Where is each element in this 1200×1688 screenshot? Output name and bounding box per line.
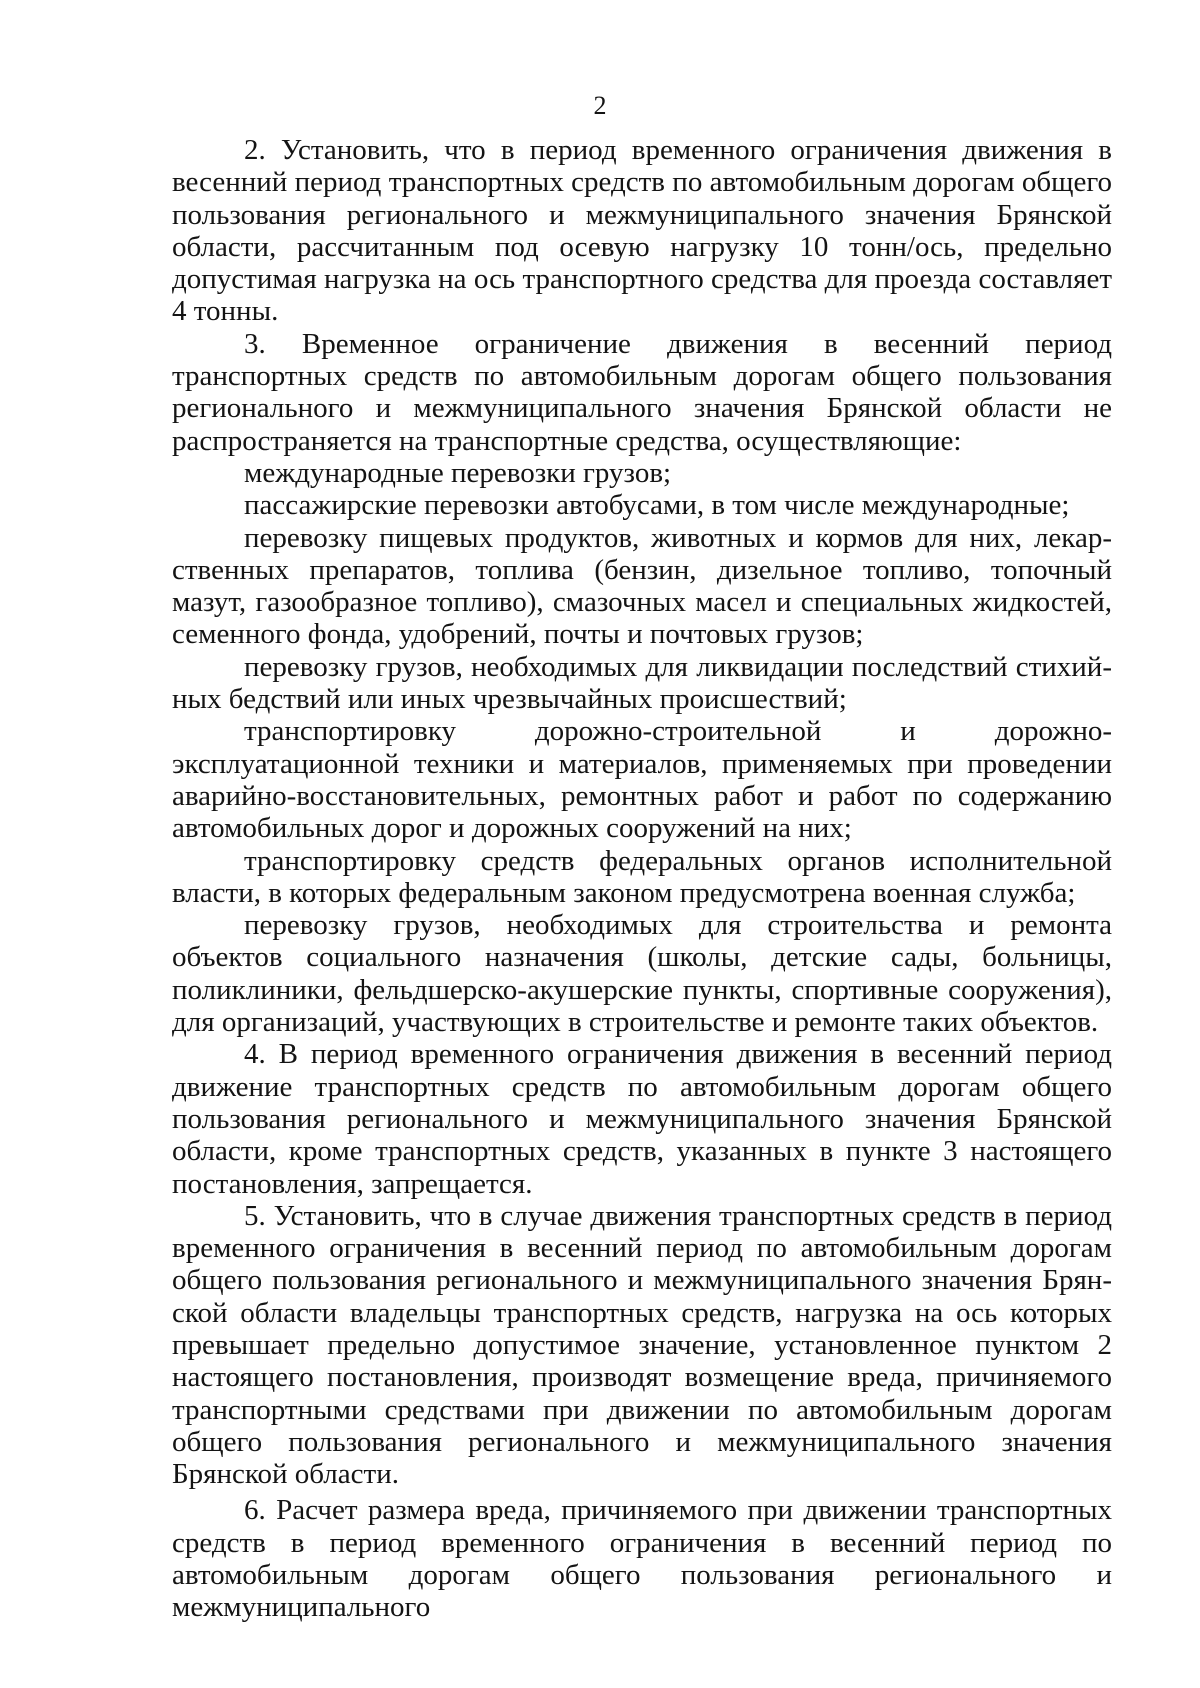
list-item-disaster-relief: перевозку грузов, необходимых для ликвидации последствий стихийных бедствий или иных чрезвычайных происшествий; [172,650,1112,716]
list-item-passenger-buses: пассажирские перевозки автобусами, в том числе международные; [244,489,1070,522]
paragraph-3: 3. Временное ограничение движения в весенний период транспортных средств по автомобильным дорогам общего пользования регионального и межмуниципального значения Брянской области не распространяется на транспортные средства, осуществляющие: [172,327,1112,457]
document-body [172,134,1112,1624]
paragraph-4: 4. В период временного ограничения движения в весенний период движение транспортных средств по автомобильным дорогам общего пользования регионального и межмуниципального значения Брянской области, кроме транспортных средств, указанных в пункте 3 настоящего постановления, запрещается. [172,1038,1112,1200]
paragraph-6: 6. Расчет размера вреда, причиняемого при движении транспортных средств в период временного ограничения в весенний период по автомобильным дорогам общего пользования регионального и межмуниципального [172,1494,1112,1624]
list-item-international-cargo: международные перевозки грузов; [244,456,672,489]
list-item-food-fuel-mail: перевозку пищевых продуктов, животных и кормов для них, лекарственных препаратов, топлива (бензин, дизельное топливо, топочный мазут, газообразное топливо), смазочных масел и специальных жидкостей, семенного фонда, удобрений, почты и почтовых грузов; [172,521,1112,651]
list-item-social-construction: перевозку грузов, необходимых для строительства и ремонта объектов социального назначения (школы, детские сады, больницы, поликлиники, фельдшерско-акушерские пункты, спортивные сооружения), для организаций, участвующих в строительстве и ремонте таких объектов. [172,909,1112,1039]
paragraph-5: 5. Установить, что в случае движения транспортных средств в период временного ограничения в весенний период по автомобильным дорогам общего пользования регионального и межмуниципального значения Брянской области владельцы транспортных средств, нагрузка на ось которых превышает предельно допустимое значение, установленное пунктом 2 настоящего постановления, производят возмещение вреда, причиняемого транспортными средствами при движении по автомобильным дорогам общего пользования регионального и межмуниципального значения Брянской области. [172,1199,1112,1491]
paragraph-2: 2. Установить, что в период временного ограничения движения в весенний период транспортных средств по автомобильным дорогам общего пользования регионального и межмуниципального значения Брянской области, рассчитанным под осевую нагрузку 10 тонн/ось, предельно допустимая нагрузка на ось транспортного средства для проезда составляет 4 тонны. [172,134,1112,328]
page-number: 2 [593,91,607,120]
list-item-military-service: транспортировку средств федеральных органов исполнительной власти, в которых федеральным законом предусмотрена военная служба; [172,844,1112,909]
list-item-road-machinery: транспортировку дорожно-строительной и дорожно-эксплуатационной техники и материалов, применяемых при проведении аварийно-восстановительных, ремонтных работ и работ по содержанию автомобильных дорог и дорожных сооружений на них; [172,715,1112,845]
